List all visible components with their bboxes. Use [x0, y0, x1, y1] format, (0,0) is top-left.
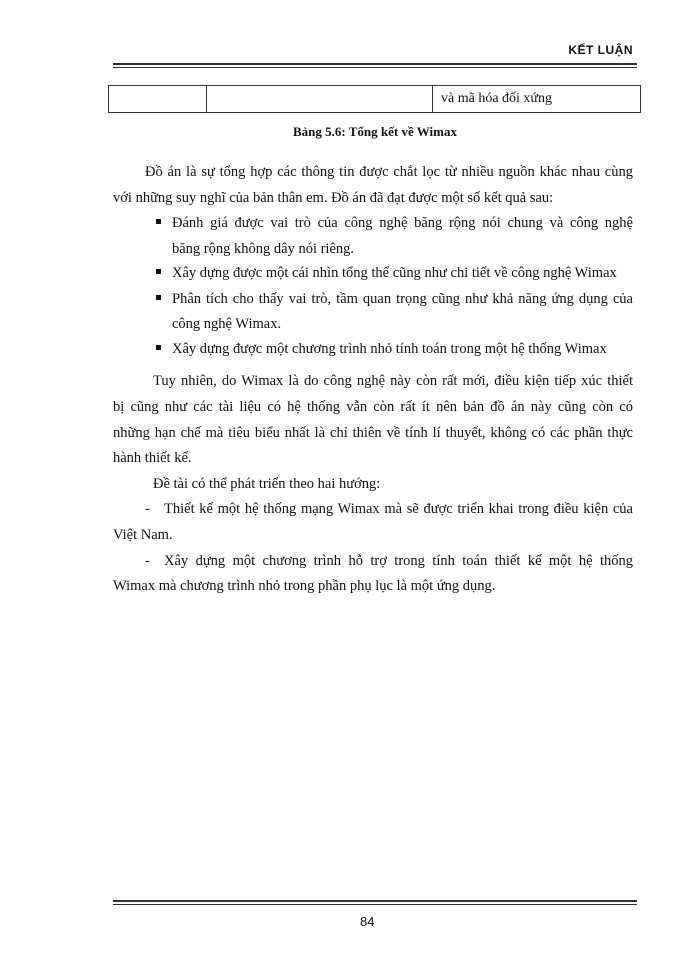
header-divider — [113, 63, 637, 68]
list-item-cont: công nghệ Wimax. — [172, 316, 282, 332]
table-cell — [207, 86, 433, 113]
bullet-icon — [156, 269, 161, 274]
paragraph-line: những hạn chế mà tiêu biểu nhất là chỉ thiên về tính lí thuyết, không có các phần thực — [113, 425, 633, 441]
paragraph-line: Đề tài có thể phát triển theo hai hướng: — [153, 476, 381, 492]
list-item-cont: Wimax mà chương trình nhỏ trong phần phụ lục là một ứng dụng. — [113, 578, 496, 594]
paragraph-line: hành thiết kế. — [113, 450, 192, 466]
bullet-icon — [156, 345, 161, 350]
list-item: Xây dựng một chương trình hỗ trợ trong tính toán thiết kế một hệ thống — [164, 553, 633, 569]
list-item: Xây dựng được một cái nhìn tổng thể cũng như chi tiết về công nghệ Wimax — [172, 265, 617, 281]
paragraph-line: với những suy nghĩ của bản thân em. Đồ án đã đạt được một số kết quả sau: — [113, 190, 554, 206]
bullet-icon — [156, 295, 161, 300]
list-item: Đánh giá được vai trò của công nghệ băng rộng nói chung và công nghệ — [172, 215, 633, 231]
paragraph-line: bị cũng như các tài liệu có hệ thống vẫn còn rất ít nên bản đồ án này cũng còn có — [113, 399, 633, 415]
table-cell — [109, 86, 207, 113]
summary-table-fragment — [108, 85, 641, 113]
paragraph-line: Đồ án là sự tổng hợp các thông tin được chắt lọc từ nhiều nguồn khác nhau cùng — [145, 164, 633, 180]
list-item-cont: Việt Nam. — [113, 527, 173, 543]
list-item: Phân tích cho thấy vai trò, tầm quan trọng cũng như khả năng ứng dụng của — [172, 291, 633, 307]
header-title: KẾT LUẬN — [568, 43, 633, 57]
footer-divider — [113, 900, 637, 905]
bullet-icon — [156, 219, 161, 224]
table-cell: và mã hóa đối xứng — [433, 86, 641, 113]
table-caption: Bảng 5.6: Tổng kết về Wimax — [293, 124, 457, 139]
list-item-cont: băng rộng không dây nói riêng. — [172, 241, 355, 257]
paragraph-line: Tuy nhiên, do Wimax là do công nghệ này còn rất mới, điều kiện tiếp xúc thiết — [153, 373, 633, 389]
page-number: 84 — [360, 914, 375, 929]
dash-marker: - — [145, 501, 150, 517]
list-item: Xây dựng được một chương trình nhỏ tính toán trong một hệ thống Wimax — [172, 341, 607, 357]
list-item: Thiết kế một hệ thống mạng Wimax mà sẽ được triển khai trong điều kiện của — [164, 501, 633, 517]
dash-marker: - — [145, 553, 150, 569]
